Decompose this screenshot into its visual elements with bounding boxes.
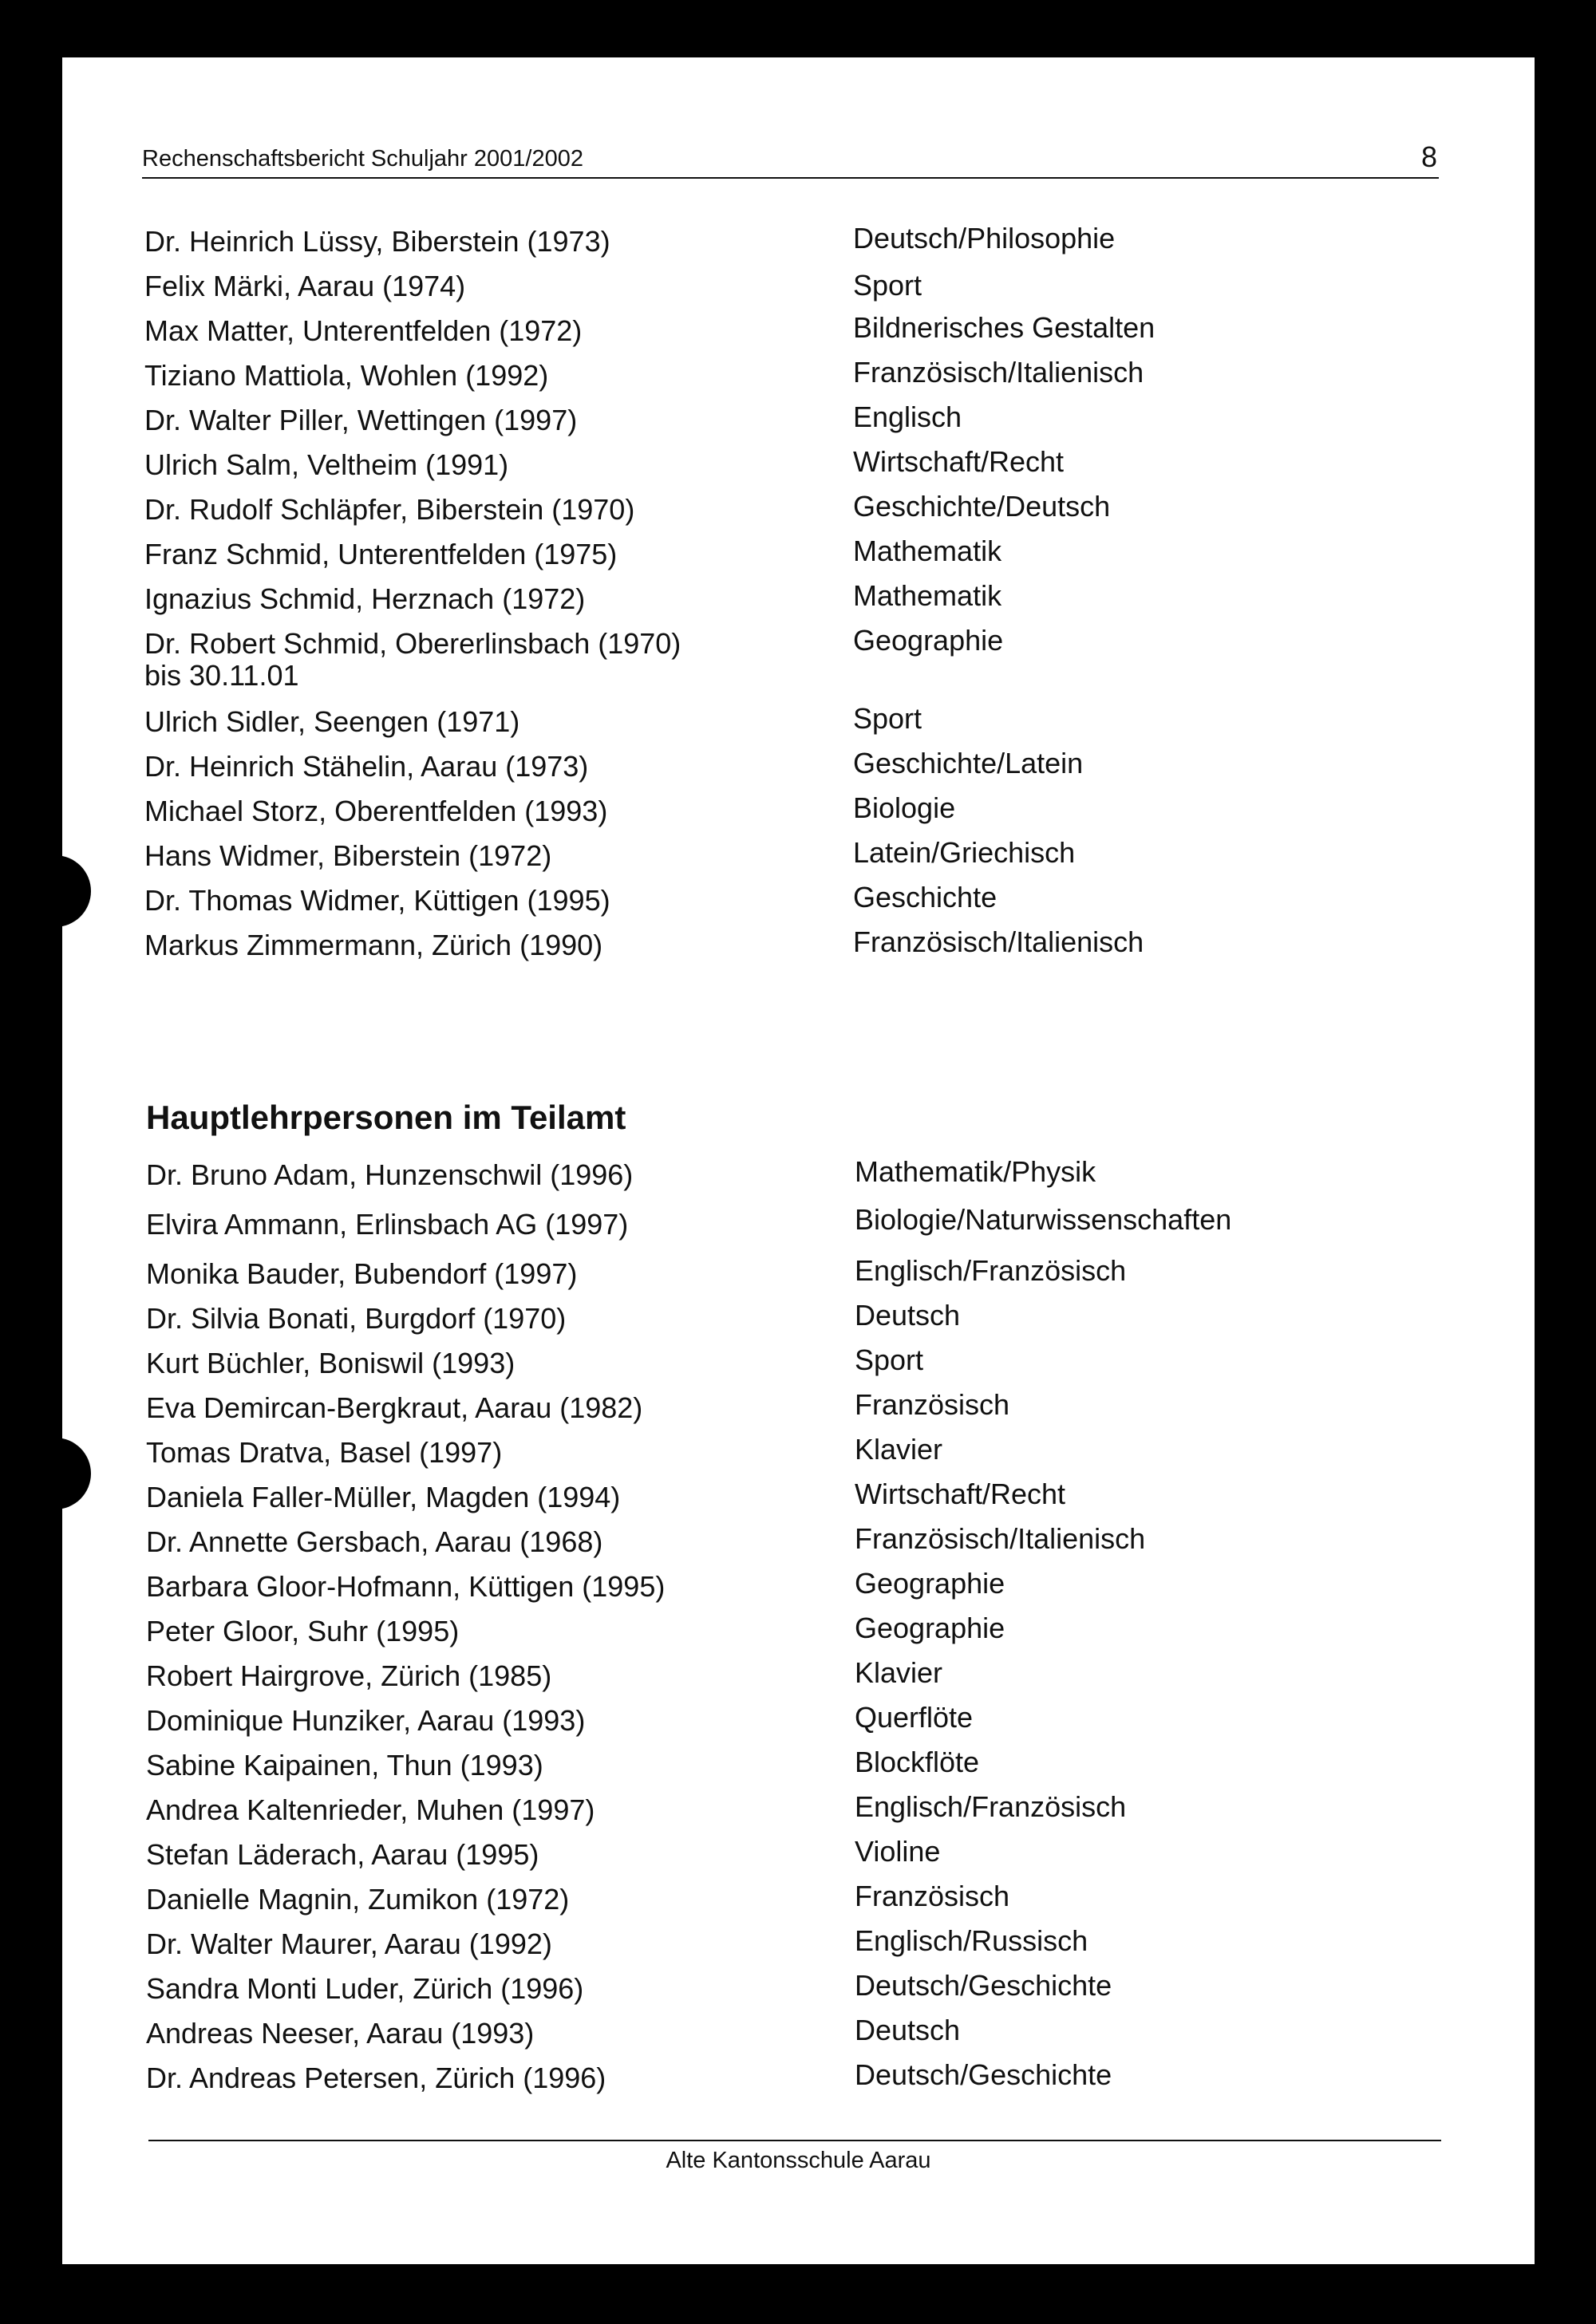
teacher-name: Andreas Neeser, Aarau (1993) (146, 2017, 535, 2050)
teacher-name: Dr. Annette Gersbach, Aarau (1968) (146, 1525, 603, 1558)
teacher-subject: Geographie (853, 624, 1004, 657)
teacher-subject: Sport (853, 269, 922, 302)
teacher-name: Peter Gloor, Suhr (1995) (146, 1615, 460, 1647)
teacher-name: Hans Widmer, Biberstein (1972) (144, 839, 552, 872)
teacher-name: Dr. Bruno Adam, Hunzenschwil (1996) (146, 1158, 634, 1191)
teacher-name: Michael Storz, Oberentfelden (1993) (144, 795, 608, 827)
teacher-note: bis 30.11.01 (144, 659, 299, 692)
teacher-subject: Mathematik (853, 579, 1002, 612)
teacher-name: Robert Hairgrove, Zürich (1985) (146, 1659, 552, 1692)
teacher-subject: Französisch/Italienisch (853, 925, 1144, 958)
teacher-subject: Biologie (853, 791, 956, 824)
teacher-subject: Blockflöte (855, 1746, 980, 1778)
teacher-name: Tiziano Mattiola, Wohlen (1992) (144, 359, 549, 392)
teacher-subject: Geschichte/Deutsch (853, 490, 1111, 523)
teacher-subject: Klavier (855, 1433, 943, 1466)
footer-divider (148, 2140, 1441, 2141)
teacher-name: Elvira Ammann, Erlinsbach AG (1997) (146, 1208, 629, 1241)
teacher-name: Ulrich Sidler, Seengen (1971) (144, 705, 520, 738)
teacher-name: Kurt Büchler, Boniswil (1993) (146, 1347, 516, 1379)
teacher-name: Barbara Gloor-Hofmann, Küttigen (1995) (146, 1570, 666, 1603)
teacher-subject: Deutsch/Geschichte (855, 2058, 1112, 2091)
document-page (62, 57, 1535, 2264)
teacher-name: Ignazius Schmid, Herznach (1972) (144, 582, 586, 615)
teacher-subject: Geschichte/Latein (853, 747, 1084, 779)
footer-text: Alte Kantonsschule Aarau (666, 2148, 931, 2173)
teacher-name: Monika Bauder, Bubendorf (1997) (146, 1257, 578, 1290)
teacher-subject: Biologie/Naturwissenschaften (855, 1203, 1232, 1236)
teacher-name: Eva Demircan-Bergkraut, Aarau (1982) (146, 1391, 643, 1424)
teacher-name: Felix Märki, Aarau (1974) (144, 270, 466, 302)
teacher-name: Dr. Heinrich Lüssy, Biberstein (1973) (144, 225, 610, 258)
teacher-subject: Bildnerisches Gestalten (853, 311, 1156, 344)
teacher-name: Daniela Faller-Müller, Magden (1994) (146, 1481, 621, 1513)
teacher-subject: Französisch/Italienisch (855, 1522, 1146, 1555)
teacher-subject: Französisch (855, 1388, 1010, 1421)
teacher-subject: Sport (853, 702, 922, 735)
page-number: 8 (1420, 140, 1437, 173)
teacher-subject: Geographie (855, 1567, 1005, 1600)
header-title: Rechenschaftsbericht Schuljahr 2001/2002 (142, 146, 583, 172)
teacher-subject: Deutsch (855, 2014, 961, 2046)
teacher-subject: Mathematik (853, 535, 1002, 567)
teacher-name: Sandra Monti Luder, Zürich (1996) (146, 1972, 584, 2005)
teacher-name: Dr. Silvia Bonati, Burgdorf (1970) (146, 1302, 567, 1335)
teacher-subject: Violine (855, 1835, 941, 1868)
teacher-subject: Englisch/Russisch (855, 1924, 1088, 1957)
teacher-subject: Sport (855, 1344, 924, 1376)
teacher-name: Dr. Robert Schmid, Obererlinsbach (1970) (144, 627, 681, 660)
teacher-subject: Mathematik/Physik (855, 1155, 1096, 1188)
punch-hole-top (54, 855, 91, 927)
teacher-name: Markus Zimmermann, Zürich (1990) (144, 929, 603, 961)
teacher-name: Dr. Walter Maurer, Aarau (1992) (146, 1927, 552, 1960)
teacher-name: Max Matter, Unterentfelden (1972) (144, 314, 583, 347)
teacher-name: Dr. Heinrich Stähelin, Aarau (1973) (144, 750, 589, 783)
punch-hole-bottom (54, 1438, 91, 1509)
teacher-subject: Deutsch/Geschichte (855, 1969, 1112, 2002)
teacher-name: Dr. Thomas Widmer, Küttigen (1995) (144, 884, 610, 917)
teacher-name: Andrea Kaltenrieder, Muhen (1997) (146, 1793, 595, 1826)
teacher-name: Danielle Magnin, Zumikon (1972) (146, 1883, 570, 1916)
teacher-name: Stefan Läderach, Aarau (1995) (146, 1838, 539, 1871)
section-heading: Hauptlehrpersonen im Teilamt (146, 1099, 626, 1136)
teacher-subject: Französisch (855, 1880, 1010, 1912)
teacher-name: Sabine Kaipainen, Thun (1993) (146, 1749, 543, 1781)
teacher-subject: Englisch/Französisch (855, 1790, 1127, 1823)
teacher-name: Tomas Dratva, Basel (1997) (146, 1436, 503, 1469)
teacher-subject: Französisch/Italienisch (853, 356, 1144, 389)
teacher-name: Ulrich Salm, Veltheim (1991) (144, 448, 509, 481)
teacher-subject: Deutsch/Philosophie (853, 222, 1116, 254)
teacher-name: Franz Schmid, Unterentfelden (1975) (144, 538, 618, 570)
page-header (142, 136, 1439, 179)
teacher-name: Dominique Hunziker, Aarau (1993) (146, 1704, 586, 1737)
teacher-name: Dr. Andreas Petersen, Zürich (1996) (146, 2062, 606, 2094)
teacher-subject: Englisch (853, 400, 962, 433)
teacher-subject: Englisch/Französisch (855, 1254, 1127, 1287)
teacher-subject: Deutsch (855, 1299, 961, 1332)
teacher-subject: Geographie (855, 1612, 1005, 1644)
teacher-subject: Latein/Griechisch (853, 836, 1076, 869)
teacher-name: Dr. Walter Piller, Wettingen (1997) (144, 404, 578, 436)
teacher-subject: Geschichte (853, 881, 998, 913)
teacher-subject: Wirtschaft/Recht (853, 445, 1065, 478)
teacher-subject: Wirtschaft/Recht (855, 1478, 1066, 1510)
teacher-subject: Klavier (855, 1656, 943, 1689)
teacher-name: Dr. Rudolf Schläpfer, Biberstein (1970) (144, 493, 635, 526)
teacher-subject: Querflöte (855, 1701, 974, 1734)
